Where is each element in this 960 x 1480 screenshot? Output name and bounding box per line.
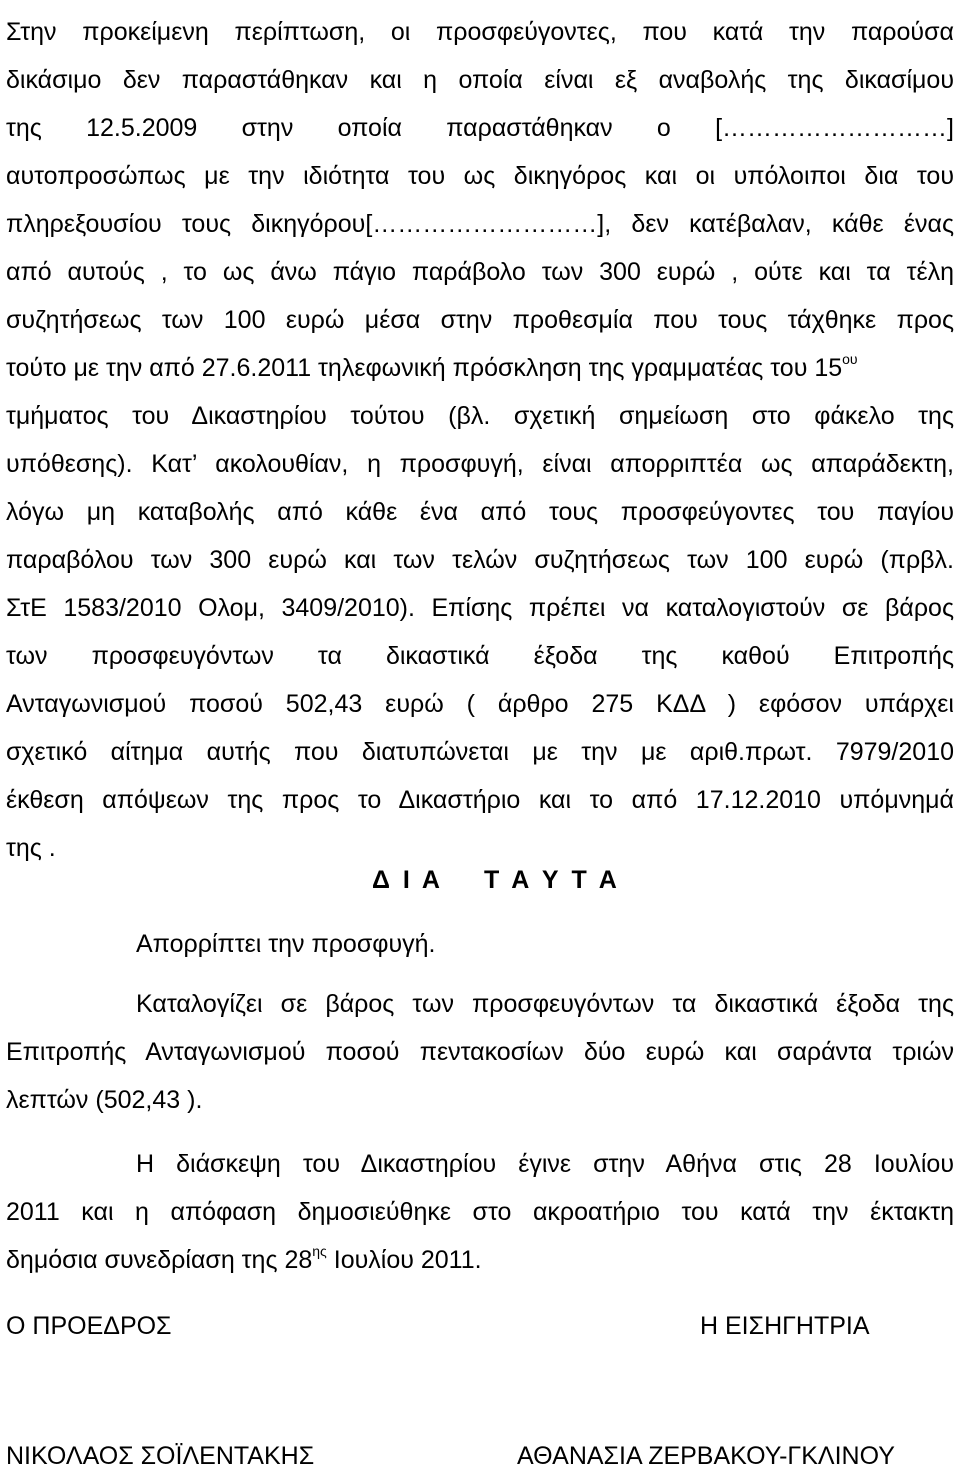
ruling-line-1: Απορρίπτει την προσφυγή. — [136, 930, 436, 958]
body-line-14: των προσφευγόντων τα δικαστικά έξοδα της καθού Επιτροπής — [6, 642, 954, 670]
ordinal-superscript: ου — [842, 351, 858, 367]
body-line-1: Στην προκείμενη περίπτωση, οι προσφεύγοντες, που κατά την παρούσα — [6, 18, 954, 46]
body-line-2: δικάσιμο δεν παραστάθηκαν και η οποία είναι εξ αναβολής της δικασίμου — [6, 66, 954, 94]
body-line-8 — [6, 344, 954, 392]
deliberation-line-3-end: Ιουλίου 2011. — [326, 1246, 482, 1274]
body-line-15: Ανταγωνισμού ποσού 502,43 ευρώ ( άρθρο 275 ΚΔΔ ) εφόσον υπάρχει — [6, 690, 954, 718]
body-line-17: έκθεση απόψεων της προς το Δικαστήριο και το από 17.12.2010 υπόμνημά — [6, 786, 954, 814]
signature-names — [6, 1432, 954, 1480]
ordinal-superscript: ης — [312, 1243, 327, 1259]
body-line-13: ΣτΕ 1583/2010 Ολομ, 3409/2010). Επίσης πρέπει να καταλογιστούν σε βάρος — [6, 594, 954, 622]
body-line-10: υπόθεσης). Κατ’ ακολουθίαν, η προσφυγή, είναι απορριπτέα ως απαράδεκτη, — [6, 450, 954, 478]
body-line-18: της . — [6, 834, 56, 862]
deliberation-line-1: Η διάσκεψη του Δικαστηρίου έγινε στην Αθήνα στις 28 Ιουλίου — [136, 1150, 954, 1178]
body-line-9: τμήματος του Δικαστηρίου τούτου (βλ. σχετική σημείωση στο φάκελο της — [6, 402, 954, 430]
deliberation-line-3-text: δημόσια συνεδρίαση της 28 — [6, 1246, 313, 1274]
heading-part-1: Δ Ι Α — [372, 866, 443, 894]
ruling-line-4: λεπτών (502,43 ). — [6, 1086, 203, 1114]
signature-titles — [6, 1302, 954, 1350]
section-heading — [6, 856, 954, 904]
ruling-line-2: Καταλογίζει σε βάρος των προσφευγόντων τα δικαστικά έξοδα της — [136, 990, 954, 1018]
body-line-6: από αυτούς , το ως άνω πάγιο παράβολο των 300 ευρώ , ούτε και τα τέλη — [6, 258, 954, 286]
body-line-16: σχετικό αίτημα αυτής που διατυπώνεται με την με αριθ.πρωτ. 7979/2010 — [6, 738, 954, 766]
rapporteur-title: Η ΕΙΣΗΓΗΤΡΙΑ — [700, 1312, 870, 1340]
body-line-5: πληρεξουσίου τους δικηγόρου[………………………], δεν κατέβαλαν, κάθε ένας — [6, 210, 954, 238]
deliberation-line-3 — [6, 1236, 954, 1284]
body-line-3: της 12.5.2009 στην οποία παραστάθηκαν ο [………………………] — [6, 114, 954, 142]
ruling-line-3: Επιτροπής Ανταγωνισμού ποσού πεντακοσίων δύο ευρώ και σαράντα τριών — [6, 1038, 954, 1066]
body-line-8-text: τούτο με την από 27.6.2011 τηλεφωνική πρόσκληση της γραμματέας του 15 — [6, 354, 843, 382]
rapporteur-name: ΑΘΑΝΑΣΙΑ ΖΕΡΒΑΚΟΥ-ΓΚΛΙΝΟΥ — [517, 1442, 895, 1470]
body-line-11: λόγω μη καταβολής από κάθε ένα από τους προσφεύγοντες του παγίου — [6, 498, 954, 526]
body-line-7: συζητήσεως των 100 ευρώ μέσα στην προθεσμία που τους τάχθηκε προς — [6, 306, 954, 334]
deliberation-line-2: 2011 και η απόφαση δημοσιεύθηκε στο ακροατήριο του κατά την έκτακτη — [6, 1198, 954, 1226]
president-title: Ο ΠΡΟΕΔΡΟΣ — [6, 1312, 172, 1340]
heading-part-2: Τ Α Υ Τ Α — [484, 866, 620, 894]
body-line-12: παραβόλου των 300 ευρώ και των τελών συζητήσεως των 100 ευρώ (πρβλ. — [6, 546, 954, 574]
president-name: ΝΙΚΟΛΑΟΣ ΣΟΪΛΕΝΤΑΚΗΣ — [6, 1442, 315, 1470]
body-line-4: αυτοπροσώπως με την ιδιότητα του ως δικηγόρος και οι υπόλοιποι δια του — [6, 162, 954, 190]
document-page — [6, 0, 954, 1475]
